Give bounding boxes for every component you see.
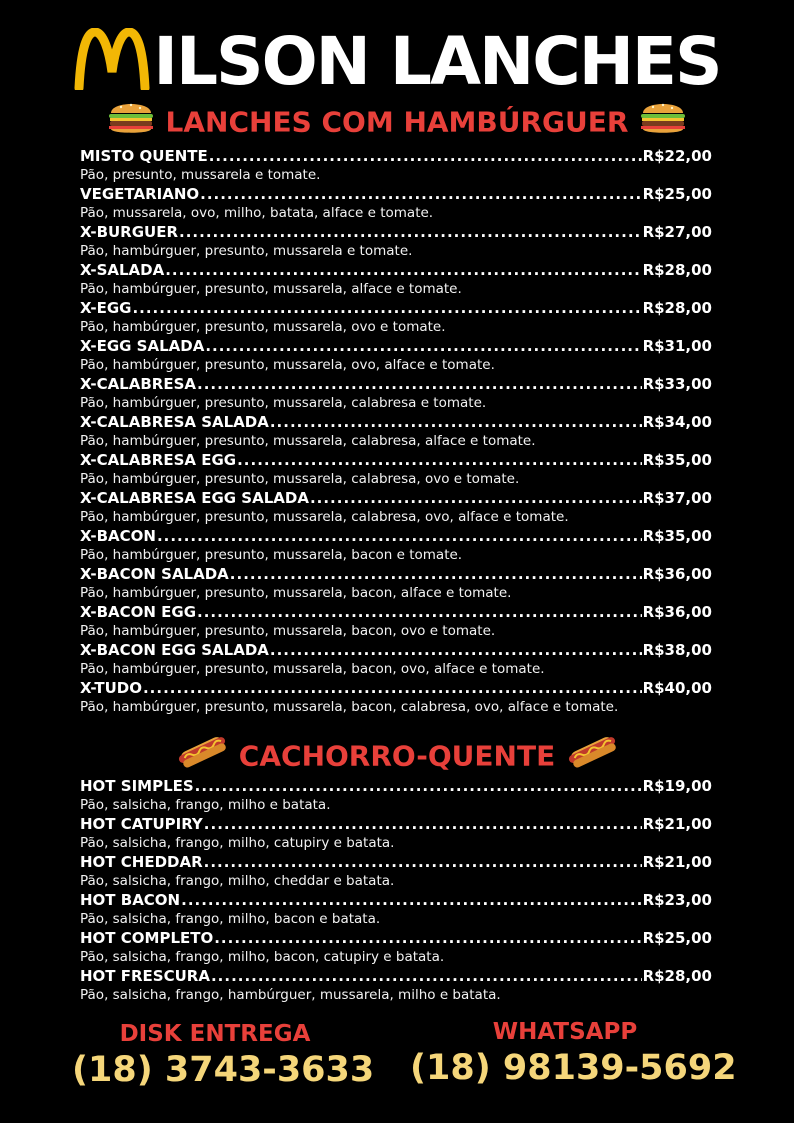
dot-leader <box>270 640 642 660</box>
menu-item-price: R$28,00 <box>642 261 712 279</box>
menu-item-name: X-SALADA <box>80 261 165 279</box>
menu-item-name: X-BACON EGG SALADA <box>80 641 269 659</box>
dot-leader <box>143 678 642 698</box>
menu-item-row <box>80 776 716 796</box>
menu-item-description: Pão, hambúrguer, presunto, mussarela, ovo, alface e tomate. <box>80 357 495 373</box>
menu-item-price: R$25,00 <box>642 929 712 947</box>
menu-item-name: X-CALABRESA <box>80 375 196 393</box>
menu-item-row <box>80 184 716 204</box>
menu-item-name: HOT FRESCURA <box>80 967 210 985</box>
menu-item-description: Pão, hambúrguer, presunto, mussarela, calabresa, ovo, alface e tomate. <box>80 509 569 525</box>
menu-item-row <box>80 602 716 622</box>
dot-leader <box>165 260 641 280</box>
brand-name: ILSON LANCHES <box>153 23 721 100</box>
menu-item-description: Pão, salsicha, frango, milho, cheddar e batata. <box>80 873 395 889</box>
menu-item-name: X-TUDO <box>80 679 142 697</box>
dot-leader <box>270 412 642 432</box>
whatsapp-label: WHATSAPP <box>492 1019 638 1045</box>
dot-leader <box>197 602 642 622</box>
menu-item-row <box>80 852 716 872</box>
disk-entrega-label: DISK ENTREGA <box>119 1021 311 1047</box>
menu-item-row <box>80 222 716 242</box>
dot-leader <box>195 776 642 796</box>
menu-item-name: HOT COMPLETO <box>80 929 214 947</box>
dot-leader <box>157 526 642 546</box>
menu-item-price: R$27,00 <box>642 223 712 241</box>
menu-item-price: R$28,00 <box>642 299 712 317</box>
menu-item-name: X-BACON <box>80 527 156 545</box>
menu-item-description: Pão, presunto, mussarela e tomate. <box>80 167 321 183</box>
menu-item-name: VEGETARIANO <box>80 185 200 203</box>
menu-item-price: R$40,00 <box>642 679 712 697</box>
menu-item-name: HOT CHEDDAR <box>80 853 203 871</box>
menu-item-name: X-CALABRESA EGG <box>80 451 237 469</box>
menu-item-price: R$23,00 <box>642 891 712 909</box>
menu-item-row <box>80 488 716 508</box>
menu-item-row <box>80 526 716 546</box>
dot-leader <box>204 852 642 872</box>
menu-item-price: R$38,00 <box>642 641 712 659</box>
whatsapp-phone[interactable]: (18) 98139-5692 <box>410 1048 737 1088</box>
menu-item-row <box>80 298 716 318</box>
menu-item-price: R$34,00 <box>642 413 712 431</box>
dot-leader <box>197 374 642 394</box>
burger-menu-list <box>80 146 716 716</box>
menu-item-price: R$36,00 <box>642 603 712 621</box>
menu-item-price: R$33,00 <box>642 375 712 393</box>
menu-item-description: Pão, hambúrguer, presunto, mussarela e tomate. <box>80 243 413 259</box>
burger-section-title-text: LANCHES COM HAMBÚRGUER <box>165 105 629 139</box>
menu-item-row <box>80 564 716 584</box>
menu-item-row <box>80 450 716 470</box>
menu-item-name: HOT BACON <box>80 891 181 909</box>
whatsapp-contact <box>410 1018 737 1090</box>
menu-item-name: HOT CATUPIRY <box>80 815 203 833</box>
dot-leader <box>179 222 642 242</box>
dot-leader <box>310 488 642 508</box>
menu-item-name: X-BACON SALADA <box>80 565 229 583</box>
dot-leader <box>230 564 642 584</box>
menu-item-row <box>80 814 716 834</box>
hamburger-icon <box>106 96 156 149</box>
menu-item-description: Pão, hambúrguer, presunto, mussarela, bacon, ovo, alface e tomate. <box>80 661 545 677</box>
menu-item-description: Pão, hambúrguer, presunto, mussarela, ovo e tomate. <box>80 319 446 335</box>
dot-leader <box>132 298 641 318</box>
menu-item-name: X-EGG SALADA <box>80 337 205 355</box>
menu-item-row <box>80 146 716 166</box>
menu-item-description: Pão, salsicha, frango, milho, bacon, catupiry e batata. <box>80 949 445 965</box>
menu-item-name: X-CALABRESA EGG SALADA <box>80 489 309 507</box>
menu-item-description: Pão, hambúrguer, presunto, mussarela, calabresa, alface e tomate. <box>80 433 536 449</box>
disk-entrega-contact <box>72 1020 375 1092</box>
menu-item-row <box>80 260 716 280</box>
menu-item-row <box>80 966 716 986</box>
dot-leader <box>204 814 642 834</box>
menu-item-name: HOT SIMPLES <box>80 777 194 795</box>
menu-item-description: Pão, salsicha, frango, milho, bacon e batata. <box>80 911 381 927</box>
menu-item-description: Pão, hambúrguer, presunto, mussarela, bacon e tomate. <box>80 547 463 563</box>
menu-item-description: Pão, salsicha, frango, milho e batata. <box>80 797 331 813</box>
menu-item-row <box>80 678 716 698</box>
menu-item-row <box>80 374 716 394</box>
menu-item-name: MISTO QUENTE <box>80 147 208 165</box>
menu-item-row <box>80 640 716 660</box>
menu-item-name: X-BACON EGG <box>80 603 197 621</box>
menu-item-description: Pão, hambúrguer, presunto, mussarela, calabresa e tomate. <box>80 395 487 411</box>
menu-item-description: Pão, hambúrguer, presunto, mussarela, bacon, alface e tomate. <box>80 585 512 601</box>
menu-item-description: Pão, hambúrguer, presunto, mussarela, bacon, ovo e tomate. <box>80 623 496 639</box>
menu-item-price: R$37,00 <box>642 489 712 507</box>
menu-item-price: R$36,00 <box>642 565 712 583</box>
menu-item-row <box>80 412 716 432</box>
menu-item-description: Pão, hambúrguer, presunto, mussarela, alface e tomate. <box>80 281 462 297</box>
disk-entrega-phone[interactable]: (18) 3743-3633 <box>72 1050 375 1090</box>
dot-leader <box>181 890 641 910</box>
hamburger-icon <box>638 96 688 149</box>
menu-item-price: R$19,00 <box>642 777 712 795</box>
menu-item-price: R$28,00 <box>642 967 712 985</box>
menu-item-description: Pão, hambúrguer, presunto, mussarela, calabresa, ovo e tomate. <box>80 471 520 487</box>
menu-item-row <box>80 928 716 948</box>
menu-item-name: X-EGG <box>80 299 132 317</box>
dot-leader <box>209 146 642 166</box>
menu-item-price: R$21,00 <box>642 853 712 871</box>
menu-item-price: R$25,00 <box>642 185 712 203</box>
dot-leader <box>237 450 641 470</box>
menu-item-row <box>80 890 716 910</box>
dot-leader <box>205 336 641 356</box>
menu-item-price: R$22,00 <box>642 147 712 165</box>
menu-item-price: R$21,00 <box>642 815 712 833</box>
menu-item-description: Pão, hambúrguer, presunto, mussarela, bacon, calabresa, ovo, alface e tomate. <box>80 699 619 715</box>
dot-leader <box>214 928 641 948</box>
menu-item-price: R$35,00 <box>642 451 712 469</box>
menu-item-price: R$35,00 <box>642 527 712 545</box>
menu-item-name: X-CALABRESA SALADA <box>80 413 269 431</box>
hotdog-menu-list <box>80 776 716 1004</box>
menu-item-price: R$31,00 <box>642 337 712 355</box>
hotdog-section-title-text: CACHORRO-QUENTE <box>238 739 556 773</box>
menu-item-description: Pão, salsicha, frango, hambúrguer, mussarela, milho e batata. <box>80 987 501 1003</box>
menu-item-description: Pão, salsicha, frango, milho, catupiry e batata. <box>80 835 395 851</box>
menu-item-description: Pão, mussarela, ovo, milho, batata, alface e tomate. <box>80 205 434 221</box>
burger-section-title <box>0 96 794 149</box>
dot-leader <box>211 966 642 986</box>
menu-item-name: X-BURGUER <box>80 223 179 241</box>
menu-item-row <box>80 336 716 356</box>
dot-leader <box>200 184 641 204</box>
